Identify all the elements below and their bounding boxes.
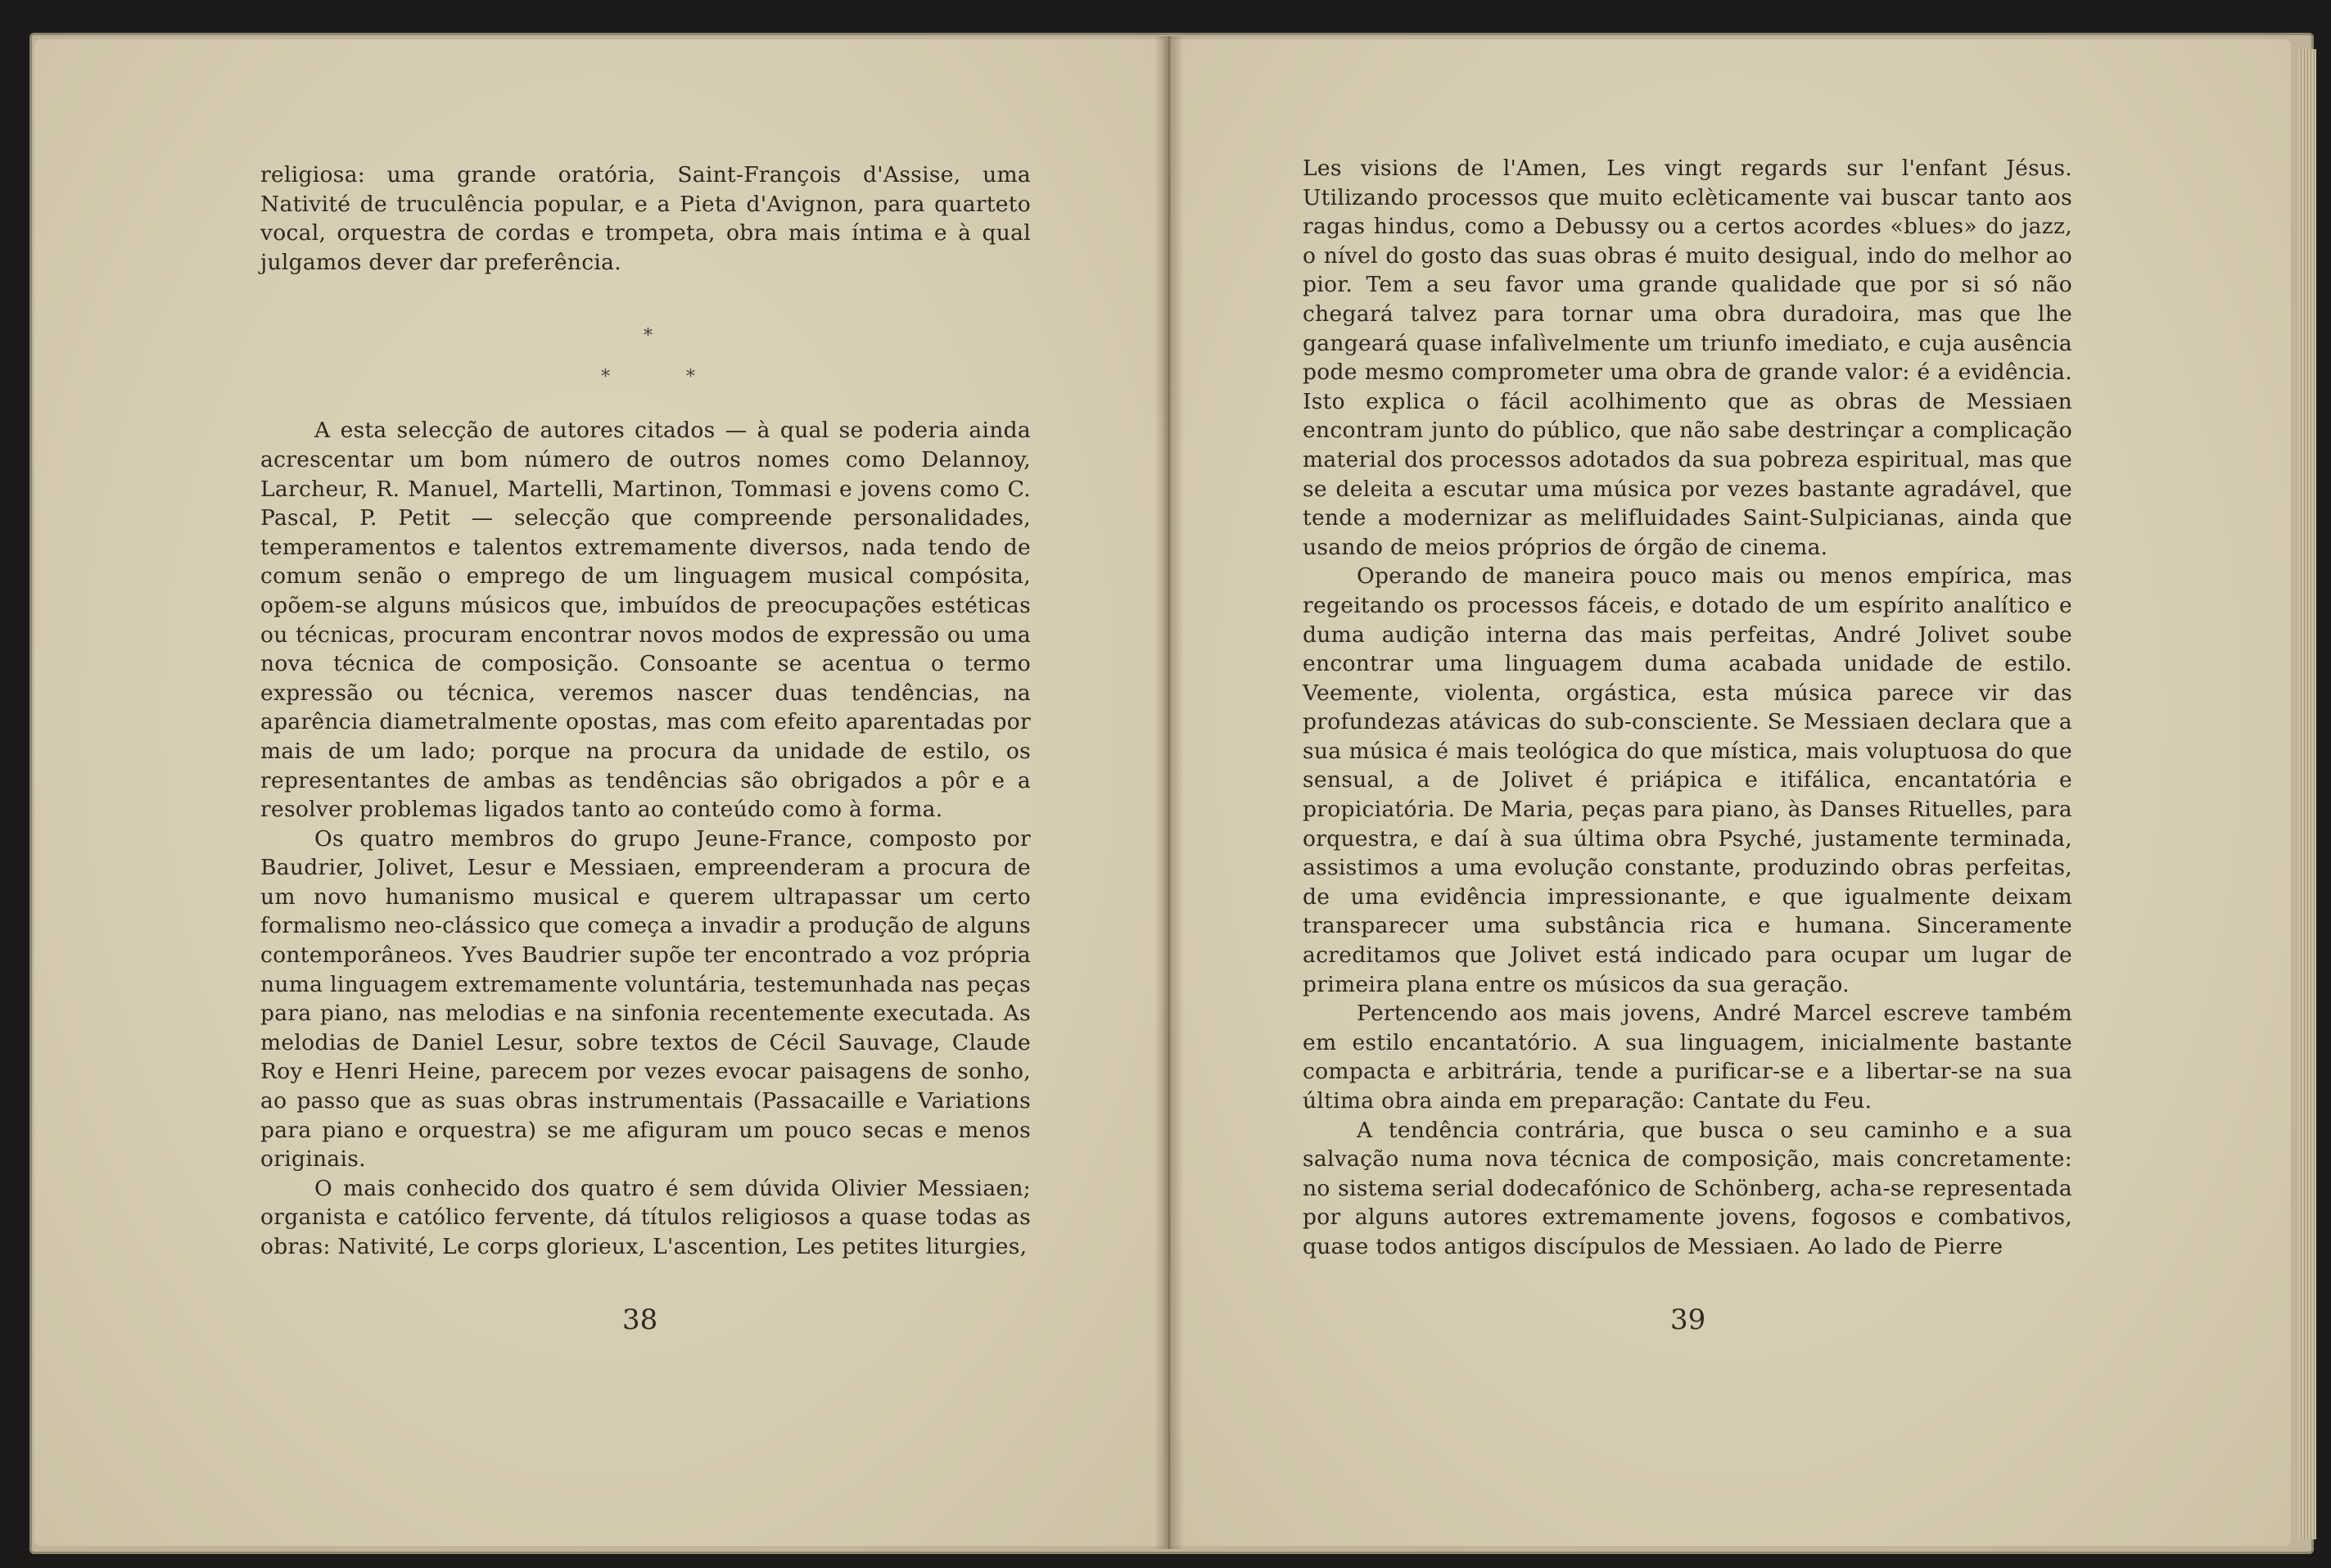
asterism-star: * (686, 367, 695, 387)
right-page-text (1303, 154, 2072, 1262)
page-number: 39 (1670, 1304, 1706, 1336)
paragraph: Les visions de l'Amen, Les vingt regards sur l'enfant Jésus. Utilizando processos que muito eclèticamente vai buscar tanto aos ragas hindus, como a Debussy ou a certos acordes «blues» do jazz, o nível do gosto das suas obras é muito desigual, indo do melhor ao pior. Tem a seu favor uma grande qualidade que por si só não chegará talvez para tornar uma obra duradoira, mas que lhe gangeará quase infalìvelmente um triunfo imediato, e cuja ausência pode mesmo comprometer uma obra de grande valor: é a evidência. Isto explica o fácil acolhimento que as obras de Messiaen encontram junto do público, que não sabe destrinçar a complicação material dos processos adotados da sua pobreza espiritual, mas que se deleita a escutar uma música por vezes bastante agradável, que tende a modernizar as melifluidades Saint-Sulpicianas, ainda que usando de meios próprios de órgão de cinema. (1303, 156, 2072, 560)
page-edges (2298, 49, 2316, 1539)
paragraph: Operando de maneira pouco mais ou menos empírica, mas regeitando os processos fáceis, e dotado de um espírito analítico e duma audição interna das mais perfeitas, André Jolivet soube encontrar uma linguagem duma acabada unidade de estilo. Veemente, violenta, orgástica, esta música parece vir das profundezas atávicas do sub-consciente. Se Messiaen declara que a sua música é mais teológica do que mística, mais voluptuosa do que sensual, a de Jolivet é priápica e itifálica, encantatória e propiciatória. De Maria, peças para piano, às Danses Rituelles, para orquestra, e daí à sua última obra Psyché, justamente terminada, assistimos a uma evolução constante, produzindo obras perfeitas, de uma evidência impressionante, e que igualmente deixam transparecer uma substância rica e humana. Sinceramente acreditamos que Jolivet está indicado para ocupar um lugar de primeira plana entre os músicos da sua geração. (1303, 563, 2072, 997)
paragraph: A tendência contrária, que busca o seu caminho e a sua salvação numa nova técnica de composição, mais concretamente: no sistema serial dodecafónico de Schönberg, acha-se representada por alguns autores extremamente jovens, fogosos e combativos, quase todos antigos discípulos de Messiaen. Ao lado de Pierre (1303, 1117, 2072, 1259)
asterism-star: * (644, 326, 653, 346)
asterism-star: * (601, 367, 610, 387)
paragraph: Os quatro membros do grupo Jeune-France, composto por Baudrier, Jolivet, Lesur e Messiaen, empreenderam a procura de um novo humanismo musical e querem ultrapassar um certo formalismo neo-clássico que começa a invadir a produção de alguns contemporâneos. Yves Baudrier supõe ter encontrado a voz própria numa linguagem extremamente voluntária, testemunhada nas peças para piano, nas melodias e na sinfonia recentemente executada. As melodias de Daniel Lesur, sobre textos de Cécil Sauvage, Claude Roy e Henri Heine, parecem por vezes evocar paisagens de sonho, ao passo que as suas obras instrumentais (Passacaille e Variations para piano e orquestra) se me afiguram um pouco secas e menos originais. (260, 825, 1031, 1173)
paragraph: religiosa: uma grande oratória, Saint-François d'Assise, uma Nativité de truculência popular, e a Pieta d'Avignon, para quarteto vocal, orquestra de cordas e trompeta, obra mais íntima e à qual julgamos dever dar preferência. (260, 162, 1031, 275)
book-gutter (1154, 36, 1184, 1549)
paragraph: O mais conhecido dos quatro é sem dúvida Olivier Messiaen; organista e católico fervente, dá títulos religiosos a quase todas as obras: Nativité, Le corps glorieux, L'ascention, Les petites liturgies, (260, 1175, 1031, 1259)
paragraph: A esta selecção de autores citados — à qual se poderia ainda acrescentar um bom número de outros nomes como Delannoy, Larcheur, R. Manuel, Martelli, Martinon, Tommasi e jovens como C. Pascal, P. Petit — selecção que compreende personalidades, temperamentos e talentos extremamente diversos, nada tendo de comum senão o emprego de um linguagem musical compósita, opõem-se alguns músicos que, imbuídos de preocupações estéticas ou técnicas, procuram encontrar novos modos de expressão ou uma nova técnica de composição. Consoante se acentua o termo expressão ou técnica, veremos nascer duas tendências, na aparência diametralmente opostas, mas com efeito aparentadas por mais de um lado; porque na procura da unidade de estilo, os representantes de ambas as tendências são obrigados a pôr e a resolver problemas ligados tanto ao conteúdo como à forma. (260, 418, 1031, 823)
page-number: 38 (622, 1304, 658, 1336)
paragraph: Pertencendo aos mais jovens, André Marcel escreve também em estilo encantatório. A sua linguagem, inicialmente bastante compacta e arbitrária, tende a purificar-se e a libertar-se na sua última obra ainda em preparação: Cantate du Feu. (1303, 1001, 2072, 1114)
